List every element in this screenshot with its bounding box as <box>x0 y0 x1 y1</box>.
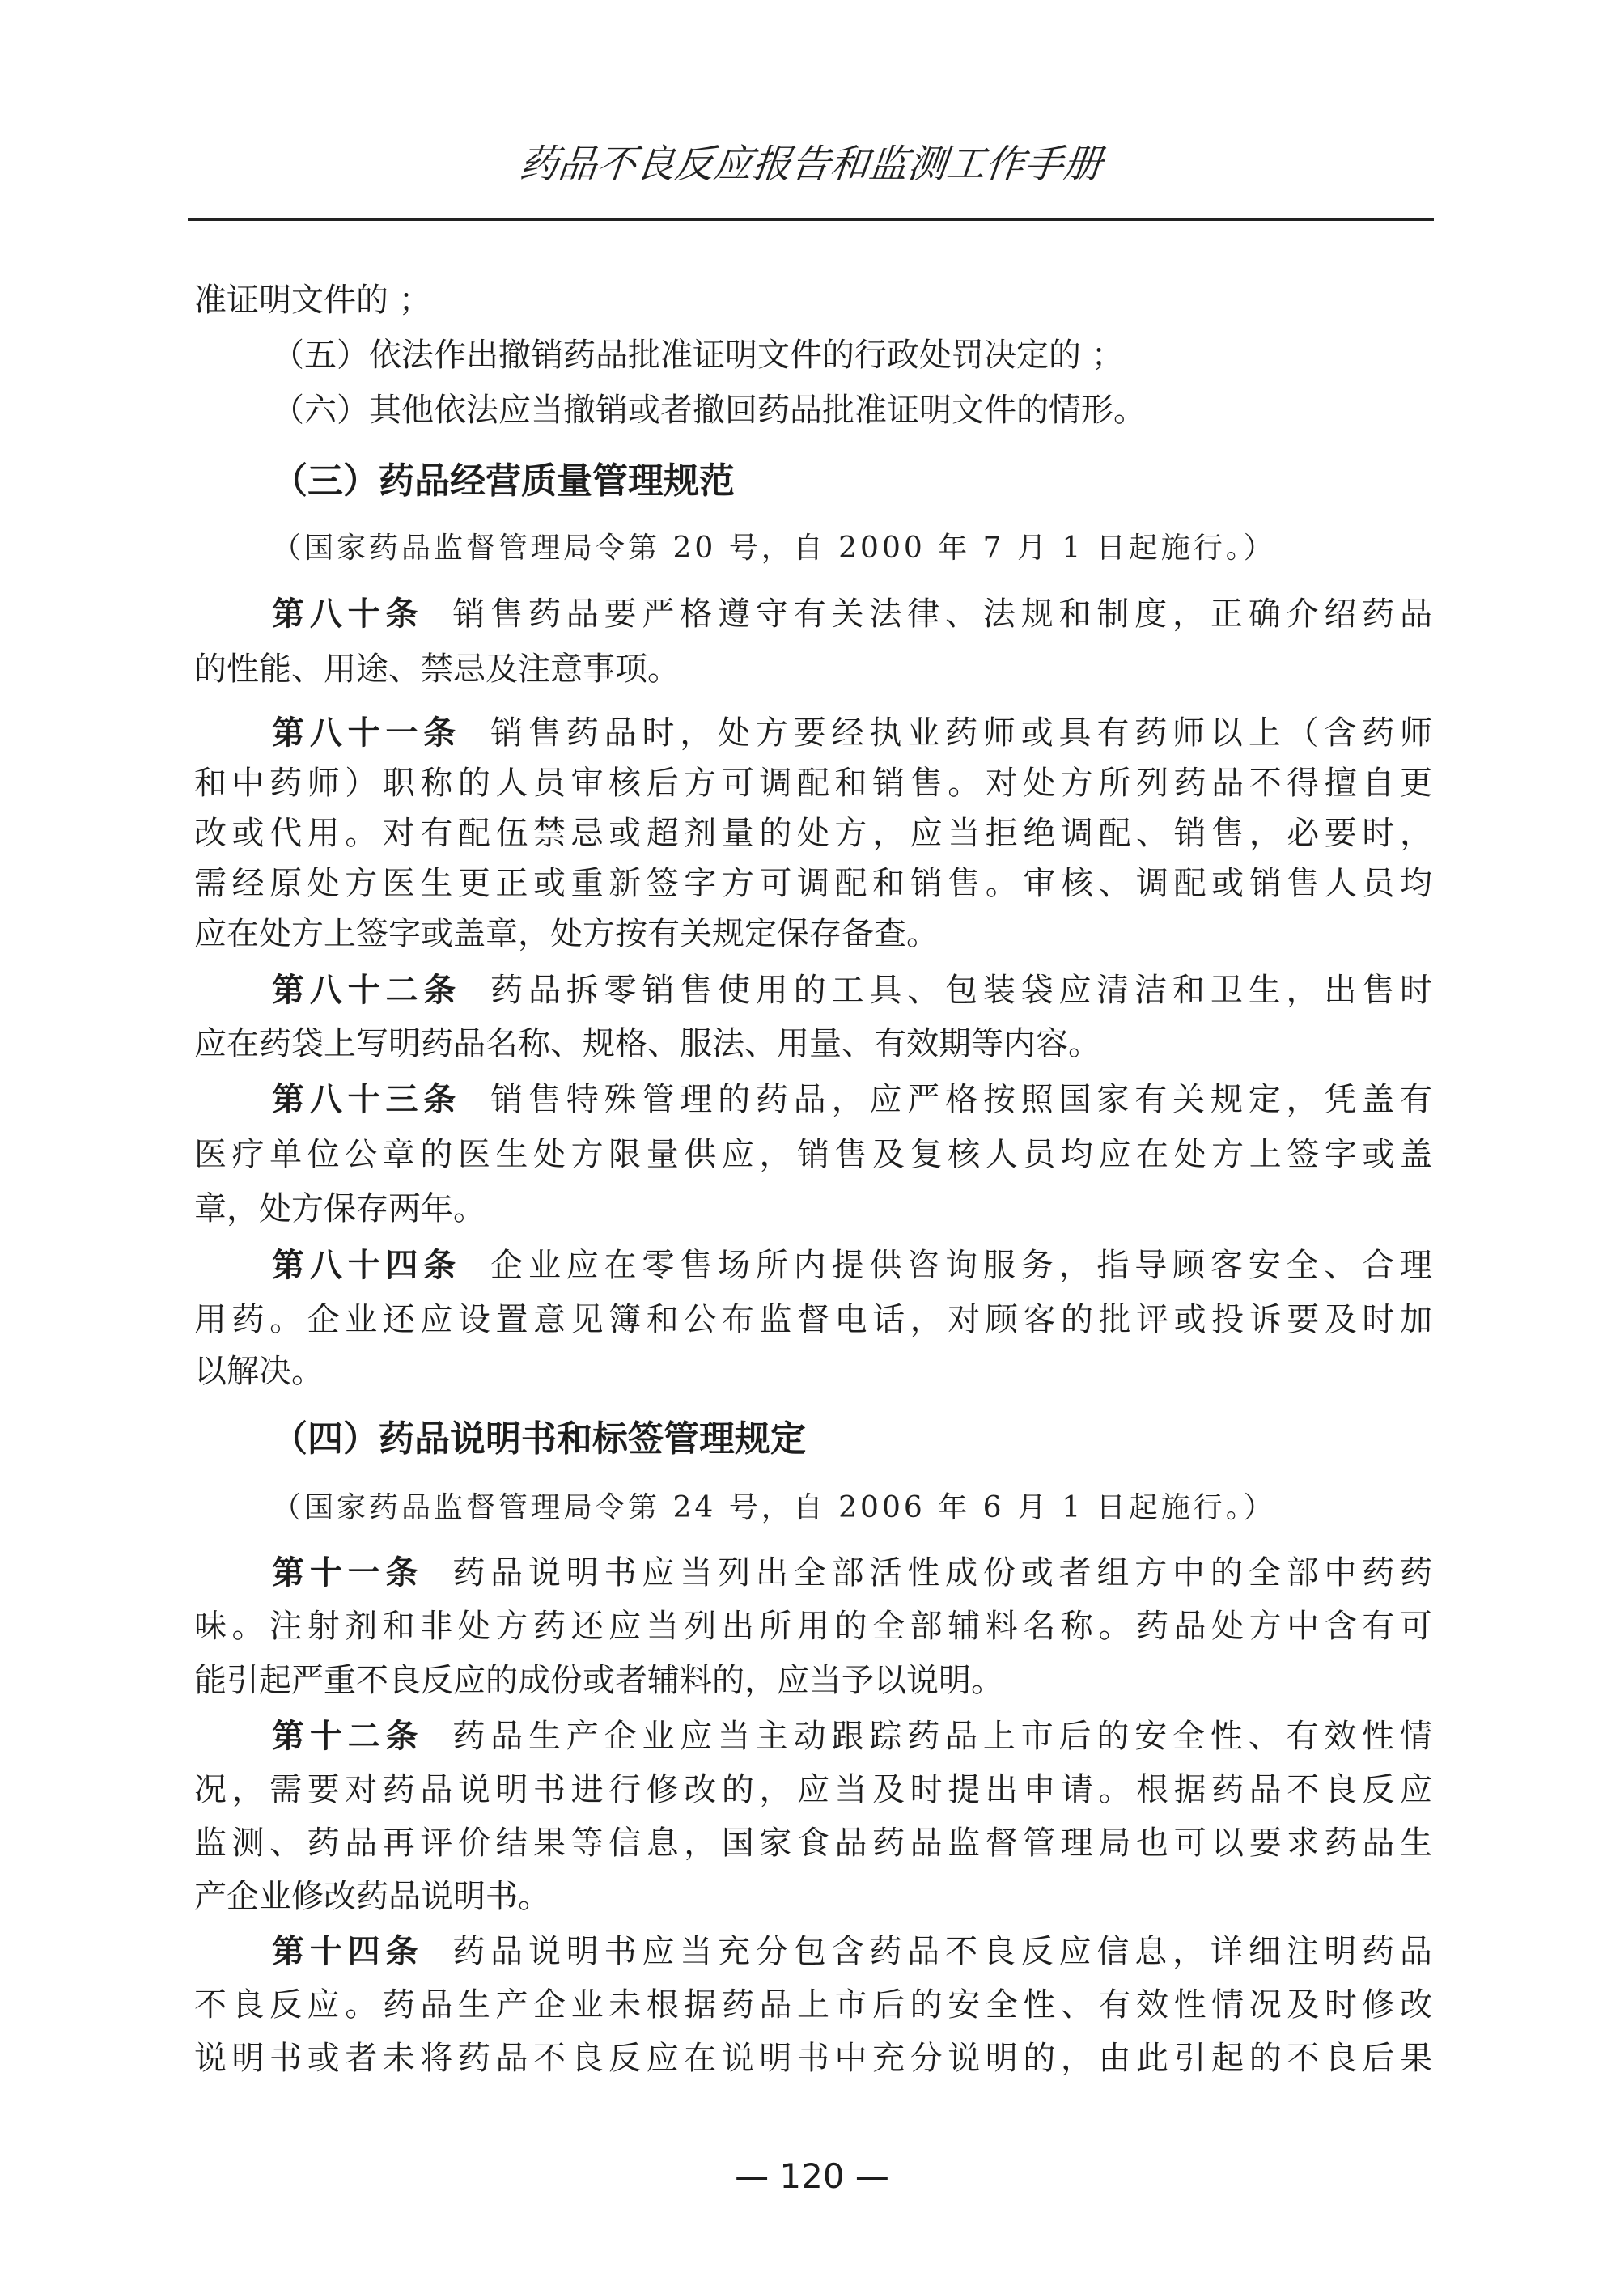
article-label: 第八十三条 <box>272 1081 462 1118</box>
article-text: 药品拆零销售使用的工具、包装袋应清洁和卫生，出售时 <box>490 972 1433 1009</box>
article-first-line <box>272 1240 1432 1291</box>
page-number: — 120 — <box>735 2156 889 2196</box>
article-first-line <box>272 1074 1432 1125</box>
article-line: 和中药师）职称的人员审核后方可调配和销售。对处方所列药品不得擅自更 <box>194 765 1432 802</box>
article-line: 说明书或者未将药品不良反应在说明书中充分说明的，由此引起的不良后果 <box>194 2040 1432 2077</box>
list-item-five: （五）依法作出撤销药品批准证明文件的行政处罚决定的 ； <box>272 337 1124 374</box>
article-line: 以解决。 <box>194 1353 324 1390</box>
article-line: 应在处方上签字或盖章，处方按有关规定保存备查。 <box>194 915 939 952</box>
list-item-six: （六）其他依法应当撤销或者撤回药品批准证明文件的情形。 <box>272 392 1146 429</box>
article-label: 第八十四条 <box>272 1247 462 1284</box>
article-first-line <box>272 589 1432 639</box>
article-first-line <box>272 708 1432 758</box>
article-line: 章，处方保存两年。 <box>194 1190 486 1227</box>
article-text: 销售药品要严格遵守有关法律、法规和制度，正确介绍药品 <box>452 596 1433 633</box>
article-first-line <box>272 1711 1432 1761</box>
article-text: 药品说明书应当列出全部活性成份或者组方中的全部中药药 <box>452 1554 1433 1592</box>
article-text: 销售特殊管理的药品，应严格按照国家有关规定，凭盖有 <box>490 1081 1433 1118</box>
article-first-line <box>272 1926 1432 1977</box>
continuation-line: 准证明文件的 ； <box>194 282 431 319</box>
article-label: 第十四条 <box>272 1933 424 1970</box>
section-heading-4: （四）药品说明书和标签管理规定 <box>272 1418 806 1460</box>
article-first-line <box>272 1548 1432 1598</box>
article-line: 监测、药品再评价结果等信息，国家食品药品监督管理局也可以要求药品生 <box>194 1825 1432 1862</box>
header-rule <box>188 218 1434 221</box>
article-first-line <box>272 965 1432 1015</box>
article-label: 第八十一条 <box>272 714 462 752</box>
article-label: 第八十条 <box>272 596 424 633</box>
article-text: 药品说明书应当充分包含药品不良反应信息，详细注明药品 <box>452 1933 1433 1970</box>
article-line: 改或代用。对有配伍禁忌或超剂量的处方，应当拒绝调配、销售，必要时， <box>194 815 1432 852</box>
article-text: 药品生产企业应当主动跟踪药品上市后的安全性、有效性情 <box>452 1718 1433 1755</box>
article-line: 用药。企业还应设置意见簿和公布监督电话，对顾客的批评或投诉要及时加 <box>194 1301 1432 1338</box>
article-line: 况，需要对药品说明书进行修改的，应当及时提出申请。根据药品不良反应 <box>194 1771 1432 1808</box>
article-line: 医疗单位公章的医生处方限量供应，销售及复核人员均应在处方上签字或盖 <box>194 1136 1432 1173</box>
article-label: 第十二条 <box>272 1718 424 1755</box>
article-line: 应在药袋上写明药品名称、规格、服法、用量、有效期等内容。 <box>194 1025 1100 1062</box>
article-label: 第八十二条 <box>272 972 462 1009</box>
article-line: 味。注射剂和非处方药还应当列出所用的全部辅料名称。药品处方中含有可 <box>194 1608 1432 1645</box>
section-source-3: （国家药品监督管理局令第 20 号，自 2000 年 7 月 1 日起施行。） <box>272 532 1276 565</box>
section-heading-3: （三）药品经营质量管理规范 <box>272 460 735 502</box>
section-source-4: （国家药品监督管理局令第 24 号，自 2006 年 6 月 1 日起施行。） <box>272 1491 1276 1524</box>
article-text: 销售药品时，处方要经执业药师或具有药师以上（含药师 <box>490 714 1433 752</box>
article-line: 能引起严重不良反应的成份或者辅料的，应当予以说明。 <box>194 1662 1003 1699</box>
article-line: 产企业修改药品说明书。 <box>194 1878 550 1915</box>
article-line: 需经原处方医生更正或重新签字方可调配和销售。审核、调配或销售人员均 <box>194 865 1432 902</box>
article-text: 企业应在零售场所内提供咨询服务，指导顾客安全、合理 <box>490 1247 1433 1284</box>
article-label: 第十一条 <box>272 1554 424 1592</box>
article-line: 不良反应。药品生产企业未根据药品上市后的安全性、有效性情况及时修改 <box>194 1986 1432 2024</box>
running-header-title: 药品不良反应报告和监测工作手册 <box>517 142 1105 187</box>
article-line: 的性能、用途、禁忌及注意事项。 <box>194 651 680 688</box>
